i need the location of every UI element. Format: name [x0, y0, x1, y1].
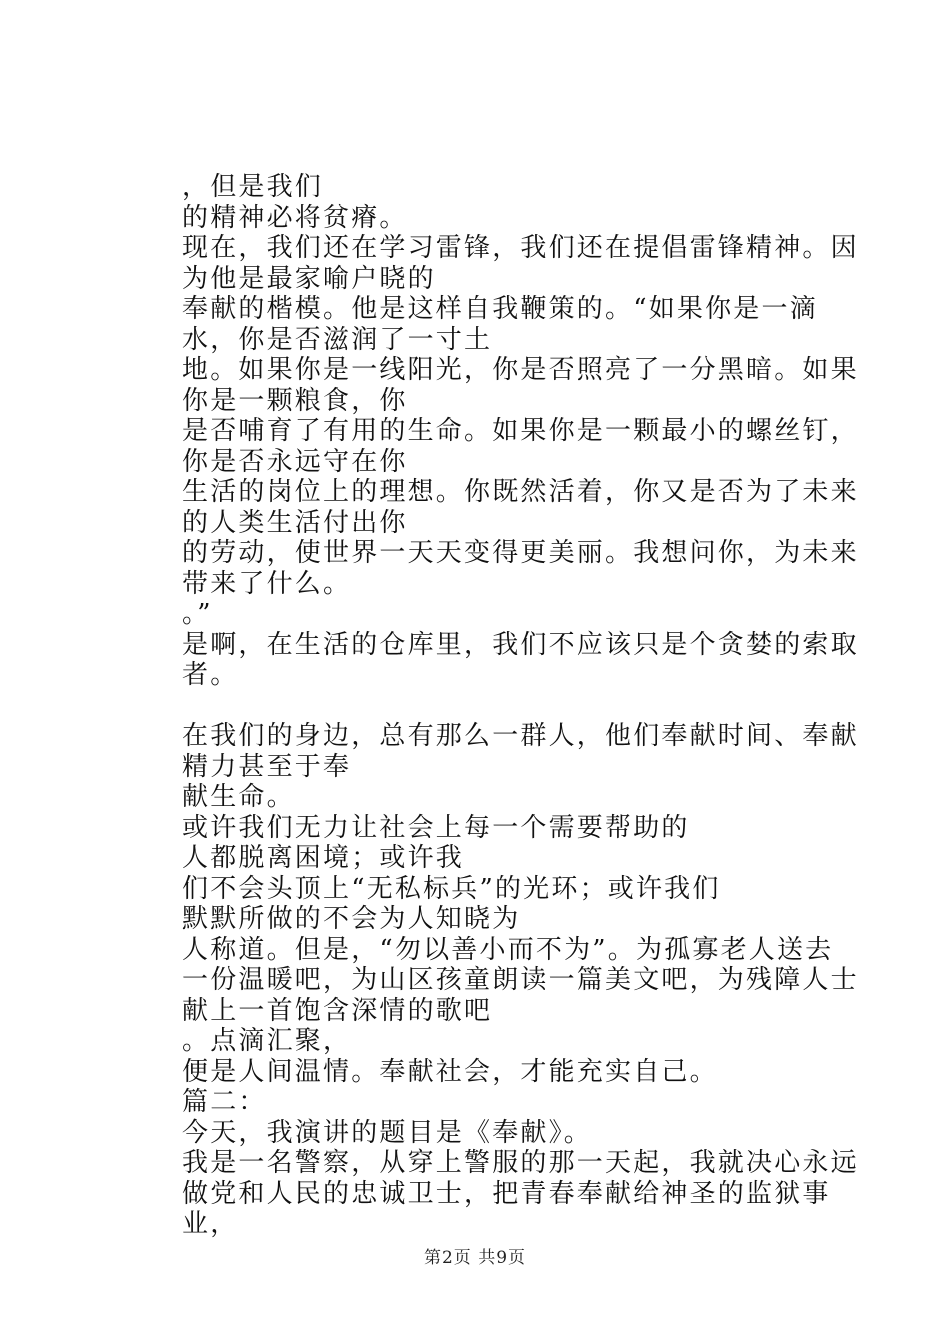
paragraph-line: 们不会头顶上“无私标兵”的光环；或许我们: [182, 873, 721, 904]
paragraph-line: 篇二：: [182, 1087, 267, 1117]
paragraph-line: 的劳动，使世界一天天变得更美丽。我想问你，为未来带来了什么。: [182, 538, 859, 599]
document-body: [130, 172, 860, 1240]
paragraph-line: 是否哺育了有用的生命。如果你是一颗最小的螺丝钉，你是否永远守在你: [182, 416, 859, 477]
paragraph-line: ，但是我们: [182, 172, 324, 202]
paragraph-line: 的精神必将贫瘠。: [182, 202, 408, 233]
paragraph-line: 便是人间温情。奉献社会，才能充实自己。: [182, 1056, 718, 1087]
paragraph-line: 。”: [182, 599, 213, 629]
paragraph-line: 在我们的身边，总有那么一群人，他们奉献时间、奉献精力甚至于奉: [182, 721, 859, 782]
paragraph-line: 地。如果你是一线阳光，你是否照亮了一分黑暗。如果你是一颗粮食，你: [182, 355, 859, 416]
paragraph-line: 人都脱离困境；或许我: [182, 843, 465, 873]
paragraph-line: 今天，我演讲的题目是《奉献》。: [182, 1117, 593, 1148]
paragraph-line: 我是一名警察，从穿上警服的那一天起，我就决心永远: [182, 1148, 859, 1178]
paragraph-line: 生活的岗位上的理想。你既然活着，你又是否为了未来的人类生活付出你: [182, 477, 859, 538]
paragraph-line: 默默所做的不会为人知晓为: [182, 904, 521, 934]
paragraph-line: 奉献的楷模。他是这样自我鞭策的。“如果你是一滴水，你是否滋润了一寸土: [182, 294, 818, 355]
paragraph-line: 献生命。: [182, 782, 295, 812]
paragraph-line: 。点滴汇聚，: [182, 1026, 352, 1056]
paragraph-line: 现在，我们还在学习雷锋，我们还在提倡雷锋精神。因为他是最家喻户晓的: [182, 233, 859, 294]
paragraph-line: 或许我们无力让社会上每一个需要帮助的: [182, 812, 690, 843]
paragraph-line: 做党和人民的忠诚卫士，把青春奉献给神圣的监狱事业，: [182, 1178, 831, 1239]
page-footer: 第2页 共9页: [423, 1248, 527, 1268]
paragraph-line: 人称道。但是，“勿以善小而不为”。为孤寡老人送去一份温暖吧，为山区孩童朗读一篇美文吧，为残障人士献上一首饱含深情的歌吧: [182, 934, 859, 1026]
blank-line: [130, 691, 860, 722]
paragraph-line: 是啊，在生活的仓库里，我们不应该只是个贪婪的索取者。: [182, 629, 859, 690]
